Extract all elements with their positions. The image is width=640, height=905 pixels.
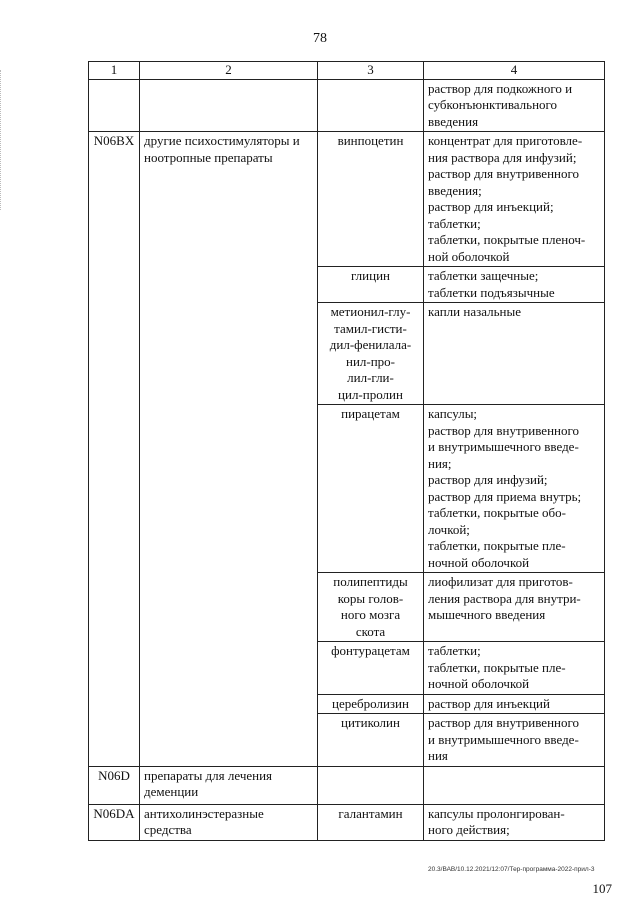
drug-table — [88, 61, 605, 841]
drug-name-line: метионил-глу- — [330, 304, 411, 319]
dosage-form-line: капсулы пролонгирован- — [428, 805, 565, 821]
footer-document-code: 20.3/ВАВ/10.12.2021/12:07/Тер-программа-2022-прил-3 — [428, 866, 595, 873]
drug-name-cell: церебролизин — [318, 694, 424, 714]
dosage-form-line: и внутримышечного введе- — [428, 731, 579, 747]
drug-name-cell: винпоцетин — [318, 132, 424, 267]
header-col-2: 2 — [140, 62, 318, 80]
header-col-4: 4 — [424, 62, 605, 80]
drug-name-cell — [318, 79, 424, 132]
scan-edge-marks — [0, 70, 4, 210]
dosage-form-line: концентрат для приготовле- — [428, 133, 583, 148]
atc-code-cell: N06DA — [89, 804, 140, 840]
dosage-form-line: лочкой; — [428, 521, 470, 537]
group-name-cell: антихолинэстеразные средства — [140, 804, 318, 840]
sheet-number: 107 — [592, 881, 612, 896]
drug-name-line: нил-про- — [345, 353, 396, 369]
dosage-form-line: таблетки; — [428, 643, 481, 658]
table-row — [89, 766, 605, 804]
drug-name-line: цил-пролин — [338, 386, 403, 402]
page-number-top: 78 — [313, 31, 327, 46]
drug-name-cell: глицин — [318, 267, 424, 303]
dosage-form-line: ния раствора для инфузий; — [428, 149, 577, 165]
dosage-form-line: раствор для внутривенного — [428, 166, 579, 181]
atc-code-cell: N06BX — [89, 132, 140, 767]
drug-name-cell: галантамин — [318, 804, 424, 840]
drug-name-cell — [318, 303, 424, 405]
dosage-form-line: раствор для инъекций — [428, 695, 550, 711]
dosage-forms-cell — [424, 766, 605, 804]
drug-name-line: скота — [355, 623, 386, 639]
dosage-form-line: ной оболочкой — [428, 248, 510, 264]
table-row — [89, 79, 605, 132]
dosage-form-line: таблетки, покрытые обо- — [428, 505, 566, 520]
dosage-form-line: ления раствора для внутри- — [428, 590, 581, 606]
dosage-forms-cell — [424, 132, 605, 267]
dosage-form-line: раствор для инфузий; — [428, 472, 548, 487]
dosage-forms-cell — [424, 714, 605, 767]
atc-code-cell — [89, 79, 140, 132]
dosage-forms-cell — [424, 642, 605, 695]
dosage-forms-cell — [424, 303, 605, 405]
dosage-forms-cell — [424, 405, 605, 573]
dosage-form-line: введения — [428, 113, 479, 129]
dosage-form-line: таблетки, покрытые пле- — [428, 659, 566, 675]
dosage-form-line: таблетки защечные; — [428, 268, 539, 283]
drug-name-cell: фонтурацетам — [318, 642, 424, 695]
dosage-form-line: раствор для приема внутрь; — [428, 488, 582, 504]
dosage-form-line: таблетки, покрытые пленоч- — [428, 232, 586, 247]
dosage-form-line: введения; — [428, 182, 482, 198]
group-name-cell: другие психостимуляторы и ноотропные препараты — [140, 132, 318, 767]
dosage-form-line: ночной оболочкой — [428, 554, 530, 570]
dosage-form-line: таблетки, покрытые пле- — [428, 538, 566, 553]
dosage-forms-cell — [424, 79, 605, 132]
dosage-form-line: и внутримышечного введе- — [428, 439, 579, 454]
drug-name-cell: пирацетам — [318, 405, 424, 573]
dosage-form-line: лиофилизат для приготов- — [428, 574, 573, 589]
dosage-forms-cell — [424, 267, 605, 303]
dosage-form-line: субконъюнктивального — [428, 97, 558, 112]
dosage-form-line: раствор для подкожного и — [428, 80, 573, 96]
drug-name-line: тамил-гисти- — [334, 320, 407, 336]
dosage-form-line: ного действия; — [428, 822, 510, 837]
drug-name-cell — [318, 573, 424, 642]
dosage-form-line: ния; — [428, 455, 452, 471]
drug-name-line: коры голов- — [337, 590, 404, 606]
table-row — [89, 804, 605, 840]
drug-name-cell — [318, 766, 424, 804]
table-row — [89, 132, 605, 267]
drug-name-line: лил-гли- — [347, 370, 394, 385]
drug-name-line: полипептиды — [333, 574, 408, 589]
header-col-3: 3 — [318, 62, 424, 80]
header-col-1: 1 — [89, 62, 140, 80]
dosage-form-line: капли назальные — [428, 304, 521, 319]
dosage-forms-cell — [424, 694, 605, 714]
dosage-form-line: ния — [428, 748, 448, 763]
dosage-form-line: таблетки подъязычные — [428, 284, 555, 300]
drug-name-line: дил-фенилала- — [329, 337, 412, 352]
dosage-form-line: раствор для инъекций; — [428, 199, 554, 214]
drug-name-line: ного мозга — [340, 607, 401, 622]
group-name-cell: препараты для лечения деменции — [140, 766, 318, 804]
drug-name-cell: цитиколин — [318, 714, 424, 767]
dosage-form-line: таблетки; — [428, 215, 481, 231]
dosage-form-line: мышечного введения — [428, 607, 546, 622]
dosage-form-line: капсулы; — [428, 406, 478, 421]
group-name-cell — [140, 79, 318, 132]
dosage-form-line: раствор для внутривенного — [428, 422, 579, 438]
dosage-forms-cell — [424, 573, 605, 642]
atc-code-cell: N06D — [89, 766, 140, 804]
dosage-forms-cell — [424, 804, 605, 840]
dosage-form-line: раствор для внутривенного — [428, 715, 579, 730]
dosage-form-line: ночной оболочкой — [428, 676, 530, 691]
table-header-row — [89, 62, 605, 80]
